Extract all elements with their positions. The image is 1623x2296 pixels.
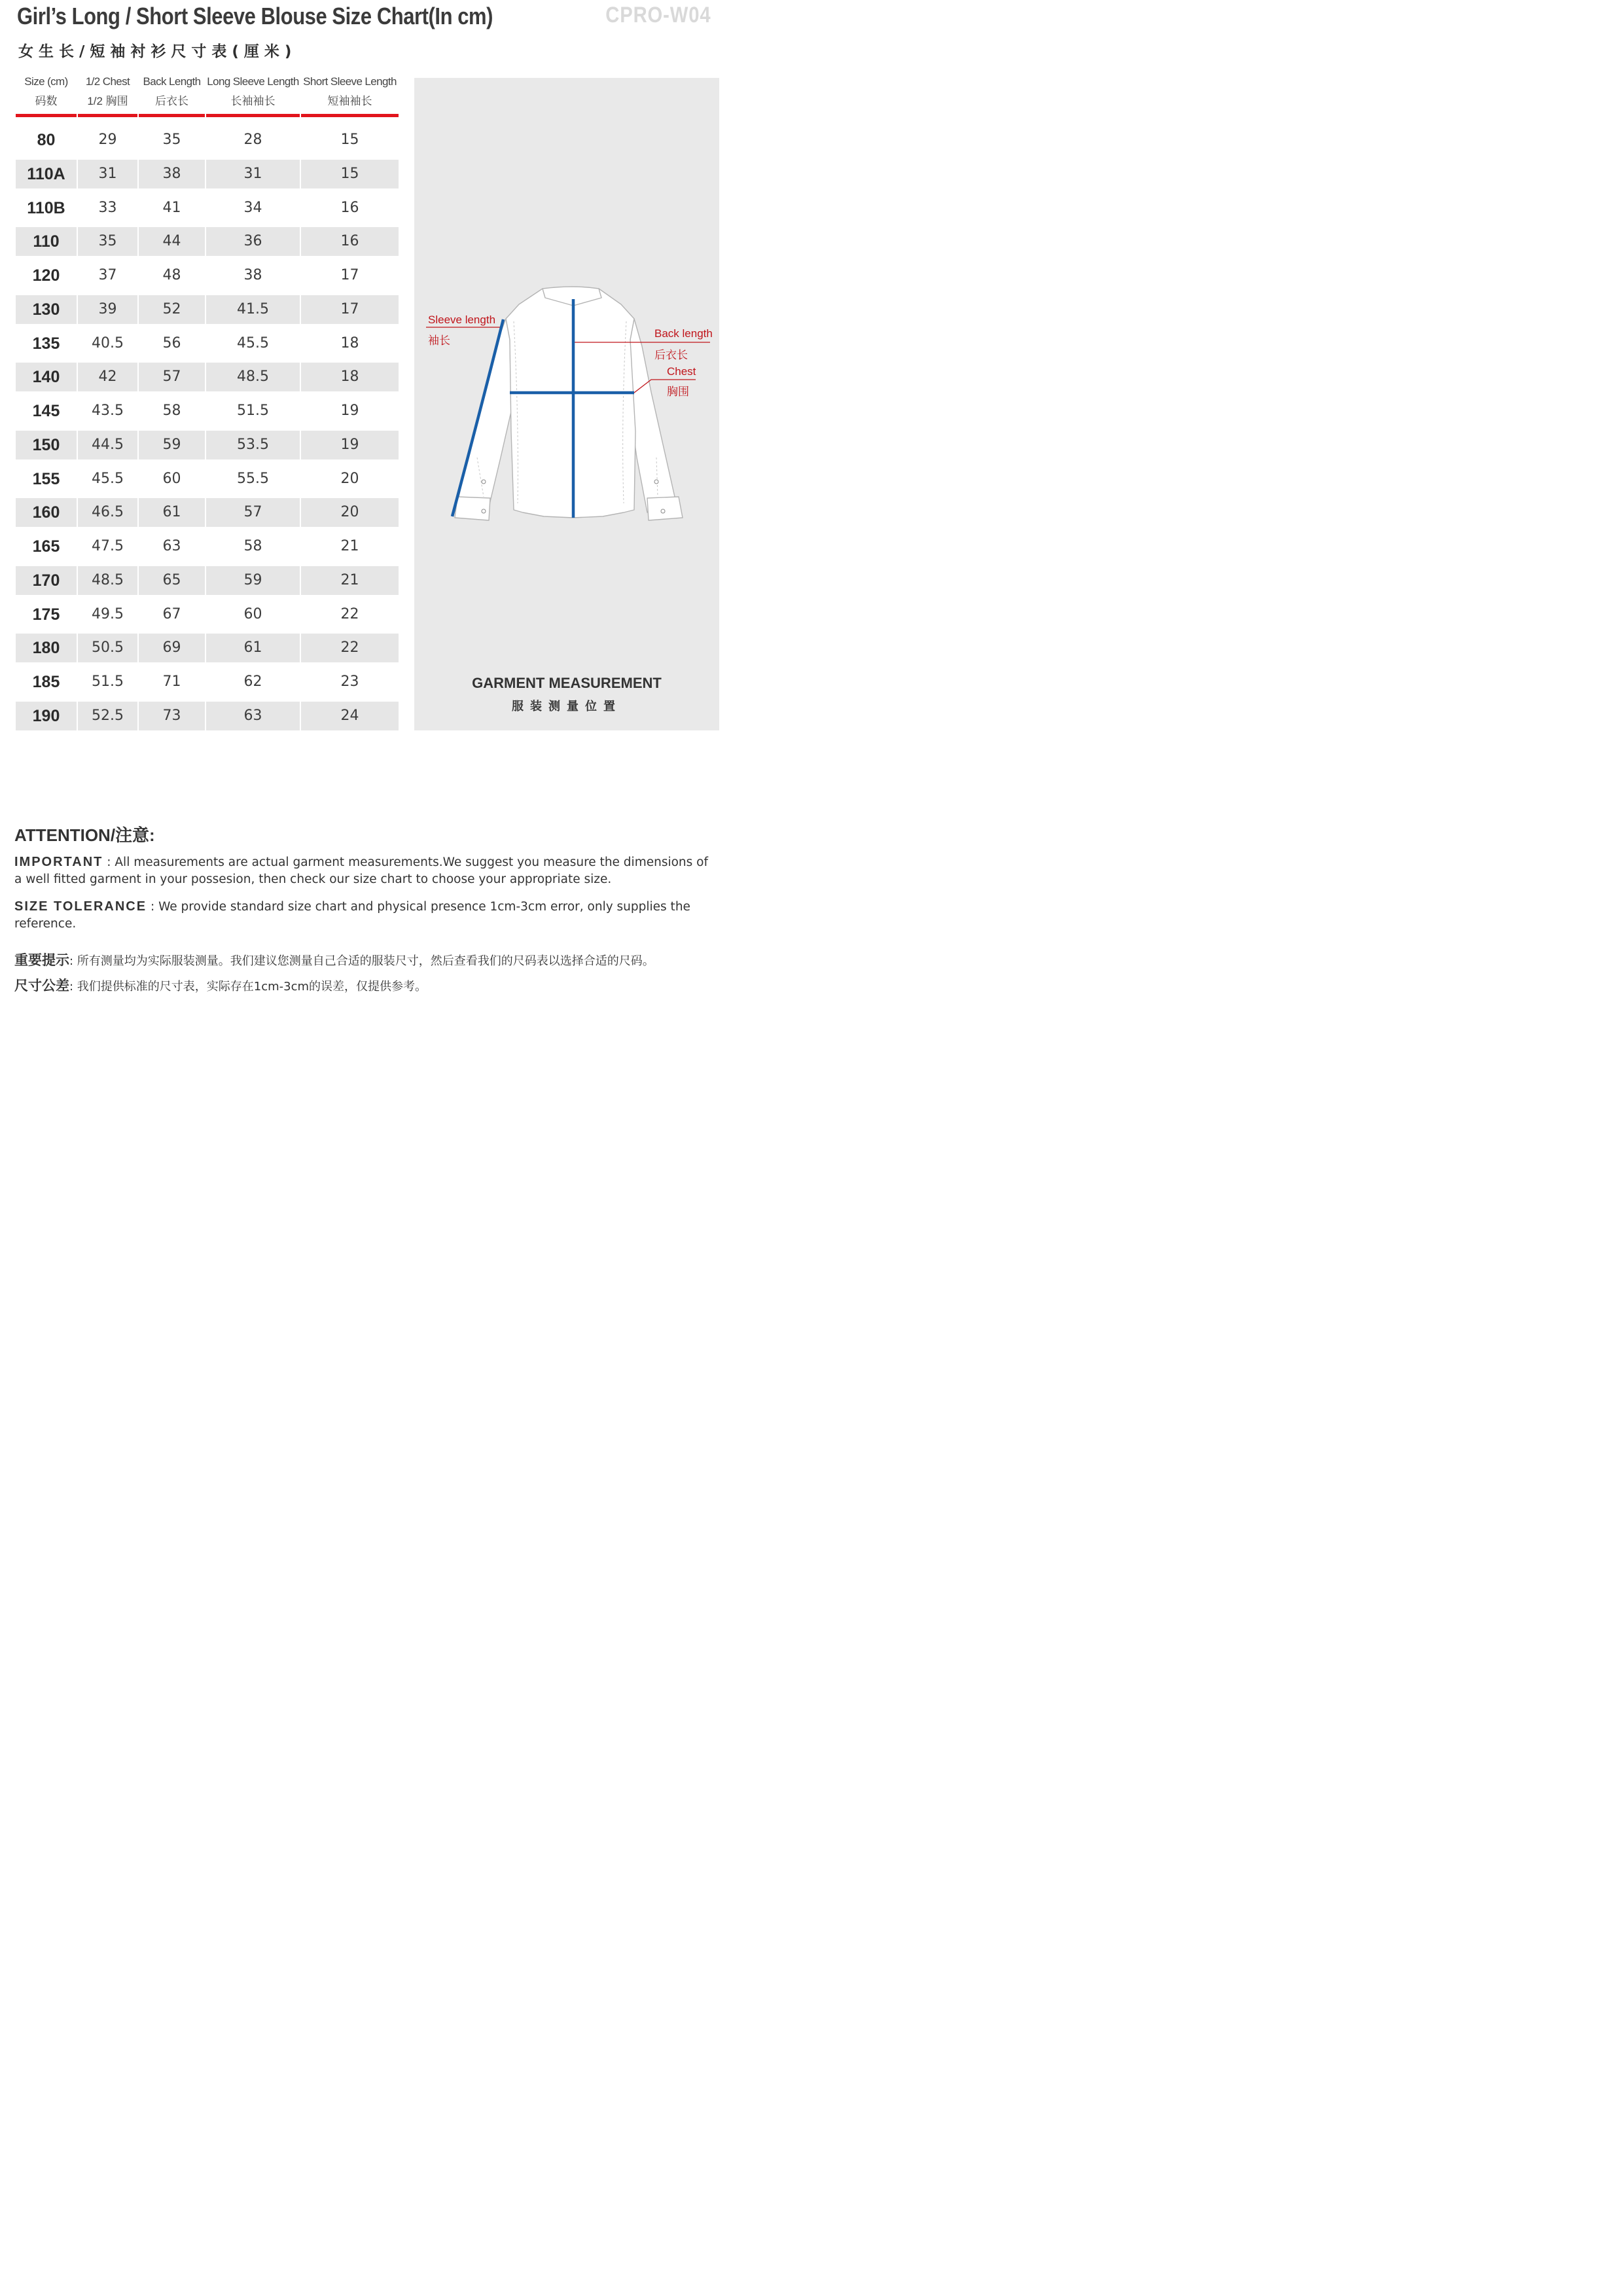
column-header-label-cn: 码数 <box>35 95 58 107</box>
column-header-label: Short Sleeve Length <box>303 75 397 88</box>
long-sleeve-cell: 36 <box>206 227 300 256</box>
page-title: Girl’s Long / Short Sleeve Blouse Size Chart(In cm) <box>17 3 493 29</box>
column-header-label: Long Sleeve Length <box>207 75 299 88</box>
back-length-cell: 63 <box>162 538 181 554</box>
long-sleeve-cell: 28 <box>243 132 262 148</box>
chest-cell: 48.5 <box>78 566 137 595</box>
short-sleeve-cell: 17 <box>301 295 399 324</box>
button-icon <box>661 509 665 513</box>
long-sleeve-cell: 62 <box>243 673 262 690</box>
short-sleeve-cell: 19 <box>301 431 399 459</box>
back-length-cell: 56 <box>162 334 181 351</box>
back-length-cell: 67 <box>162 605 181 622</box>
long-sleeve-cell: 53.5 <box>206 431 300 459</box>
sleeve-length-label-cn: 袖长 <box>428 334 450 347</box>
tolerance-text: : We provide standard size chart and physical presence 1cm-3cm error, only supplies the reference. <box>14 900 690 931</box>
back-length-cell: 48 <box>162 267 181 283</box>
long-sleeve-cell: 55.5 <box>237 470 269 487</box>
short-sleeve-cell: 18 <box>301 363 399 391</box>
long-sleeve-cell: 45.5 <box>237 334 269 351</box>
size-cell: 160 <box>16 498 77 527</box>
important-note-cn <box>14 950 715 969</box>
column-header-chest <box>78 75 137 112</box>
table-row <box>16 634 399 662</box>
size-cell: 145 <box>32 402 60 420</box>
back-length-cell: 73 <box>139 702 205 730</box>
chest-cell: 40.5 <box>92 334 124 351</box>
chest-label-cn: 胸围 <box>667 386 689 398</box>
table-row <box>16 668 399 696</box>
button-icon <box>654 480 658 484</box>
table-row <box>16 702 399 730</box>
column-header-label-cn: 后衣长 <box>155 95 188 107</box>
size-cell: 185 <box>32 673 60 691</box>
header-rule <box>78 114 137 117</box>
column-header-label: Back Length <box>143 75 201 88</box>
chest-cell: 44.5 <box>78 431 137 459</box>
header-rule <box>139 114 205 117</box>
tolerance-note <box>14 898 711 933</box>
short-sleeve-cell: 20 <box>340 470 359 487</box>
tolerance-key-cn: 尺寸公差 <box>14 978 69 994</box>
important-key-cn: 重要提示 <box>14 952 69 968</box>
table-row <box>16 194 399 223</box>
chest-cell: 49.5 <box>92 605 124 622</box>
chest-cell: 37 <box>98 267 117 283</box>
table-row <box>16 498 399 527</box>
important-note <box>14 853 711 888</box>
chest-cell: 47.5 <box>92 538 124 554</box>
chest-cell: 42 <box>78 363 137 391</box>
long-sleeve-cell: 60 <box>243 605 262 622</box>
back-length-cell: 38 <box>139 160 205 188</box>
chest-cell: 51.5 <box>92 673 124 690</box>
table-row <box>16 363 399 391</box>
back-length-cell: 69 <box>139 634 205 662</box>
table-row <box>16 126 399 154</box>
column-header-long-sleeve <box>206 75 300 112</box>
garment-measurement-caption: GARMENT MEASUREMENT <box>472 675 662 691</box>
size-cell: 150 <box>16 431 77 459</box>
header-rule <box>16 114 77 117</box>
garment-measurement-panel <box>414 78 719 730</box>
column-header-size <box>16 75 77 112</box>
table-row <box>16 600 399 629</box>
button-icon <box>482 480 486 484</box>
column-header-label: 1/2 Chest <box>85 75 130 88</box>
size-cell: 155 <box>32 469 60 488</box>
column-header-label-cn: 长袖袖长 <box>230 95 276 107</box>
table-row <box>16 329 399 358</box>
size-cell: 165 <box>32 537 60 556</box>
long-sleeve-cell: 58 <box>243 538 262 554</box>
size-cell: 110 <box>16 227 77 256</box>
back-length-label: Back length <box>654 327 713 340</box>
table-row <box>16 566 399 595</box>
table-row <box>16 431 399 459</box>
table-row <box>16 160 399 188</box>
chest-cell: 52.5 <box>78 702 137 730</box>
back-length-cell: 71 <box>162 673 181 690</box>
important-text: : All measurements are actual garment measurements.We suggest you measure the dimensions of a well fitted garment in your possesion, then check our size chart to choose your appropriate size. <box>14 855 708 886</box>
size-cell: 120 <box>32 266 60 285</box>
back-length-cell: 44 <box>139 227 205 256</box>
product-code: CPRO-W04 <box>605 3 711 27</box>
important-text-cn: : 所有测量均为实际服装测量。我们建议您测量自己合适的服装尺寸，然后查看我们的尺码表以选择合适的尺码。 <box>69 954 654 968</box>
chest-cell: 35 <box>78 227 137 256</box>
size-cell: 140 <box>16 363 77 391</box>
size-cell: 80 <box>37 131 56 149</box>
column-header-label-cn: 1/2 胸围 <box>87 95 128 107</box>
button-icon <box>482 509 486 513</box>
back-length-cell: 61 <box>139 498 205 527</box>
long-sleeve-cell: 48.5 <box>206 363 300 391</box>
back-length-cell: 57 <box>139 363 205 391</box>
short-sleeve-cell: 16 <box>301 227 399 256</box>
size-cell: 135 <box>32 334 60 353</box>
chest-cell: 50.5 <box>78 634 137 662</box>
shirt-left-cuff <box>455 497 490 520</box>
table-row <box>16 295 399 324</box>
back-length-cell: 60 <box>162 470 181 487</box>
back-length-cell: 41 <box>162 199 181 216</box>
chest-cell: 46.5 <box>78 498 137 527</box>
back-length-cell: 52 <box>139 295 205 324</box>
size-cell: 110B <box>27 198 65 217</box>
size-cell: 175 <box>32 605 60 624</box>
short-sleeve-cell: 17 <box>340 267 359 283</box>
long-sleeve-cell: 59 <box>206 566 300 595</box>
tolerance-text-cn: : 我们提供标准的尺寸表，实际存在1cm-3cm的误差，仅提供参考。 <box>69 980 427 994</box>
size-cell: 170 <box>16 566 77 595</box>
size-cell: 130 <box>16 295 77 324</box>
short-sleeve-cell: 22 <box>340 605 359 622</box>
column-header-label: Size (cm) <box>24 75 68 88</box>
chest-label: Chest <box>667 365 696 378</box>
back-length-cell: 65 <box>139 566 205 595</box>
long-sleeve-cell: 34 <box>243 199 262 216</box>
short-sleeve-cell: 24 <box>301 702 399 730</box>
size-cell: 110A <box>16 160 77 188</box>
table-row <box>16 261 399 290</box>
page-subtitle: 女生长/短袖衬衫尺寸表(厘米) <box>18 43 297 60</box>
short-sleeve-cell: 23 <box>340 673 359 690</box>
shirt-diagram <box>414 78 719 730</box>
back-length-label-cn: 后衣长 <box>654 349 688 361</box>
long-sleeve-cell: 31 <box>206 160 300 188</box>
long-sleeve-cell: 51.5 <box>237 403 269 419</box>
table-row <box>16 465 399 493</box>
long-sleeve-cell: 57 <box>206 498 300 527</box>
short-sleeve-cell: 15 <box>301 160 399 188</box>
chest-cell: 33 <box>98 199 117 216</box>
short-sleeve-cell: 18 <box>340 334 359 351</box>
garment-measurement-caption-cn: 服装测量位置 <box>512 700 622 713</box>
tolerance-key: SIZE TOLERANCE <box>14 899 147 914</box>
size-cell: 190 <box>16 702 77 730</box>
chest-cell: 45.5 <box>92 470 124 487</box>
chest-cell: 31 <box>78 160 137 188</box>
back-length-cell: 35 <box>162 132 181 148</box>
column-header-short-sleeve <box>301 75 399 112</box>
column-header-label-cn: 短袖袖长 <box>327 95 372 107</box>
header-rule <box>206 114 300 117</box>
short-sleeve-cell: 20 <box>301 498 399 527</box>
short-sleeve-cell: 21 <box>340 538 359 554</box>
back-length-cell: 59 <box>139 431 205 459</box>
short-sleeve-cell: 15 <box>340 132 359 148</box>
shirt-body <box>506 289 635 518</box>
short-sleeve-cell: 19 <box>340 403 359 419</box>
attention-heading: ATTENTION/注意: <box>14 825 155 845</box>
chest-cell: 29 <box>98 132 117 148</box>
chest-cell: 43.5 <box>92 403 124 419</box>
long-sleeve-cell: 38 <box>243 267 262 283</box>
shirt-right-cuff <box>647 497 683 520</box>
size-cell: 180 <box>16 634 77 662</box>
long-sleeve-cell: 61 <box>206 634 300 662</box>
tolerance-note-cn <box>14 975 715 995</box>
sleeve-length-label: Sleeve length <box>428 314 496 326</box>
short-sleeve-cell: 21 <box>301 566 399 595</box>
short-sleeve-cell: 16 <box>340 199 359 216</box>
short-sleeve-cell: 22 <box>301 634 399 662</box>
chest-cell: 39 <box>78 295 137 324</box>
column-header-back-length <box>139 75 205 112</box>
table-row <box>16 397 399 425</box>
long-sleeve-cell: 41.5 <box>206 295 300 324</box>
important-key: IMPORTANT <box>14 855 103 869</box>
table-row <box>16 532 399 561</box>
table-row <box>16 227 399 256</box>
long-sleeve-cell: 63 <box>206 702 300 730</box>
header-rule <box>301 114 399 117</box>
back-length-cell: 58 <box>162 403 181 419</box>
